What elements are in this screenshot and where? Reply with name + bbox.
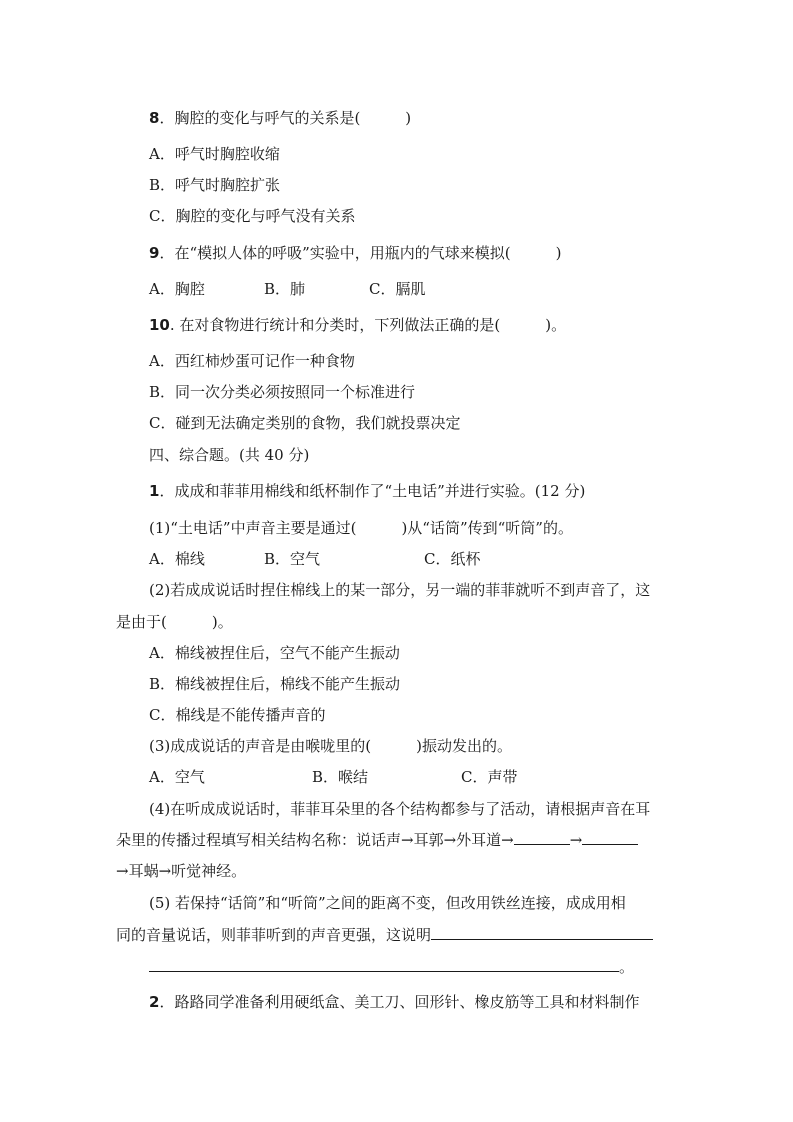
arrow-glyph: → bbox=[569, 831, 583, 849]
problem-1 bbox=[149, 481, 585, 501]
subquestion-2-line-1: (2)若成成说话时捏住棉线上的某一部分，另一端的菲菲就听不到声音了，这 bbox=[149, 581, 651, 599]
question-number: 9 bbox=[149, 244, 160, 262]
problem-number: 1 bbox=[149, 482, 160, 500]
option-b: B．同一次分类必须按照同一个标准进行 bbox=[149, 383, 416, 401]
question-number: 10 bbox=[149, 316, 170, 334]
subquestion-5-line-3 bbox=[149, 957, 634, 977]
option-c: C．棉线是不能传播声音的 bbox=[149, 706, 326, 724]
question-10 bbox=[149, 315, 566, 335]
option-a: A．棉线被捏住后，空气不能产生振动 bbox=[149, 644, 400, 662]
option-b: B．棉线被捏住后，棉线不能产生振动 bbox=[149, 675, 401, 693]
question-8 bbox=[149, 108, 411, 128]
option-a: A．呼气时胸腔收缩 bbox=[149, 145, 280, 163]
section-heading: 四、综合题。(共 40 分) bbox=[149, 446, 310, 464]
option-a: A．棉线 bbox=[149, 550, 205, 568]
answer-blank-3[interactable] bbox=[431, 925, 653, 940]
question-number: 8 bbox=[149, 109, 160, 127]
subquestion-4-line-3: →耳蜗→听觉神经。 bbox=[116, 862, 247, 880]
question-9 bbox=[149, 243, 561, 263]
question-stem: . 在对食物进行统计和分类时，下列做法正确的是( )。 bbox=[169, 316, 567, 334]
subquestion-4-line-1: (4)在听成成说话时，菲菲耳朵里的各个结构都参与了活动，请根据声音在耳 bbox=[149, 800, 651, 818]
subquestion-1: (1)“土电话”中声音主要是通过( )从“话筒”传到“听筒”的。 bbox=[149, 519, 573, 537]
subquestion-5-line-2 bbox=[116, 925, 653, 945]
option-a: A．空气 bbox=[149, 768, 205, 786]
option-b: B．空气 bbox=[264, 550, 321, 568]
question-stem: ．胸腔的变化与呼气的关系是( ) bbox=[159, 109, 412, 127]
option-c: C．胸腔的变化与呼气没有关系 bbox=[149, 207, 356, 225]
option-c: C．膈肌 bbox=[369, 280, 426, 298]
subquestion-5-line-1: (5) 若保持“话筒”和“听筒”之间的距离不变，但改用铁丝连接，成成用相 bbox=[149, 894, 626, 912]
answer-blank-1[interactable] bbox=[514, 830, 570, 845]
subquestion-4-text: 朵里的传播过程填写相关结构名称：说话声→耳郭→外耳道→ bbox=[116, 831, 514, 849]
period-glyph: 。 bbox=[619, 958, 635, 976]
subquestion-4-line-2 bbox=[116, 830, 638, 850]
option-a: A．胸腔 bbox=[149, 280, 205, 298]
option-c: C．碰到无法确定类别的食物，我们就投票决定 bbox=[149, 414, 461, 432]
subquestion-3: (3)成成说话的声音是由喉咙里的( )振动发出的。 bbox=[149, 737, 512, 755]
option-c: C．纸杯 bbox=[424, 550, 481, 568]
answer-blank-4[interactable] bbox=[149, 957, 619, 972]
problem-stem: ．路路同学准备利用硬纸盒、美工刀、回形针、橡皮筋等工具和材料制作 bbox=[159, 993, 640, 1011]
problem-2 bbox=[149, 992, 639, 1012]
problem-number: 2 bbox=[149, 993, 160, 1011]
option-a: A．西红柿炒蛋可记作一种食物 bbox=[149, 352, 355, 370]
option-b: B．肺 bbox=[264, 280, 306, 298]
subquestion-2-line-2: 是由于( )。 bbox=[116, 613, 233, 631]
problem-stem: ．成成和菲菲用棉线和纸杯制作了“土电话”并进行实验。(12 分) bbox=[159, 482, 586, 500]
option-c: C．声带 bbox=[461, 768, 518, 786]
option-b: B．喉结 bbox=[312, 768, 369, 786]
subquestion-5-text: 同的音量说话，则菲菲听到的声音更强，这说明 bbox=[116, 926, 432, 944]
option-b: B．呼气时胸腔扩张 bbox=[149, 176, 281, 194]
answer-blank-2[interactable] bbox=[582, 830, 638, 845]
question-stem: ．在“模拟人体的呼吸”实验中，用瓶内的气球来模拟( ) bbox=[159, 244, 562, 262]
